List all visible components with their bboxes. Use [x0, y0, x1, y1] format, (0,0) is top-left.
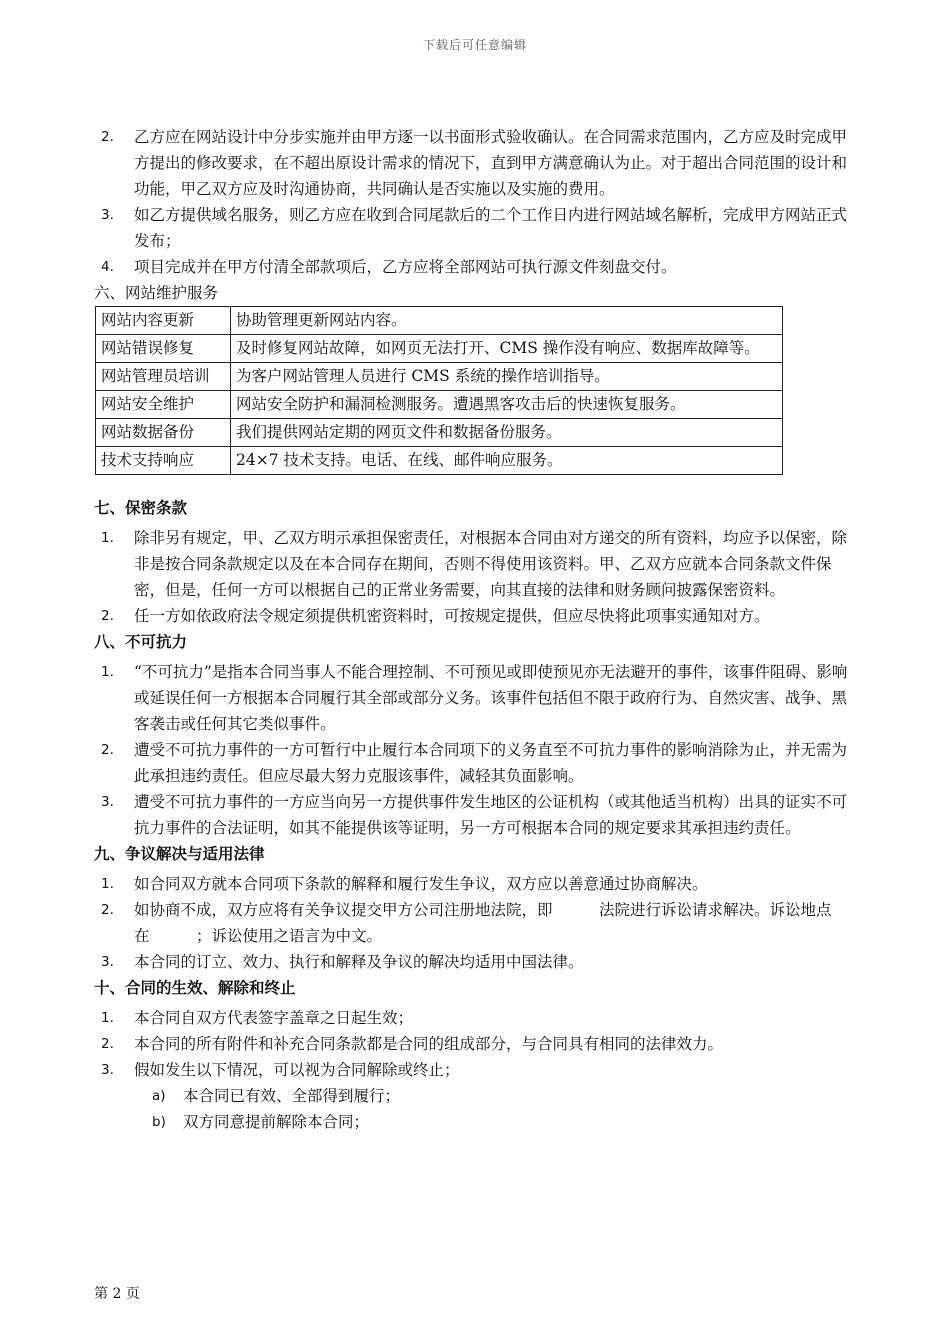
maintenance-services-table	[95, 306, 783, 475]
service-desc-cell: 协助管理更新网站内容。	[231, 307, 783, 335]
list-item	[94, 603, 856, 629]
table-row	[96, 447, 783, 475]
item-text: 本合同的所有附件和补充合同条款都是合同的组成部分，与合同具有相同的法律效力。	[134, 1035, 724, 1053]
item-number: 2.	[101, 902, 114, 918]
item-text: 如协商不成，双方应将有关争议提交甲方公司注册地法院，即 法院进行诉讼请求解决。诉讼地点在 ；诉讼使用之语言为中文。	[134, 901, 832, 945]
list-item	[94, 254, 856, 280]
list-item	[94, 1031, 856, 1057]
table-row	[96, 363, 783, 391]
item-number: 2.	[101, 742, 114, 758]
item-number: 1.	[101, 664, 114, 680]
section-title-force-majeure: 八、不可抗力	[94, 633, 188, 651]
list-item	[94, 949, 856, 975]
item-text: 除非另有规定，甲、乙双方明示承担保密责任，对根据本合同由对方递交的所有资料，均应予以保密，除非是按合同条款规定以及在本合同存在期间，否则不得使用该资料。甲、乙双方应就本合同条款文件保密，但是，任何一方可以根据自己的正常业务需要，向其直接的法律和财务顾问披露保密资料。	[134, 529, 848, 599]
item-number: 3.	[101, 954, 114, 970]
item-text: 遭受不可抗力事件的一方可暂行中止履行本合同项下的义务直至不可抗力事件的影响消除为止，并无需为此承担违约责任。但应尽最大努力克服该事件，减轻其负面影响。	[134, 741, 848, 785]
item-text: 本合同的订立、效力、执行和解释及争议的解决均适用中国法律。	[134, 953, 584, 971]
section-title-maintenance: 六、网站维护服务	[94, 284, 219, 302]
item-text: 遭受不可抗力事件的一方应当向另一方提供事件发生地区的公证机构（或其他适当机构）出具的证实不可抗力事件的合法证明，如其不能提供该等证明，另一方可根据本合同的规定要求其承担违约责任。	[134, 793, 848, 837]
service-name-cell: 网站错误修复	[96, 335, 231, 363]
table-row	[96, 335, 783, 363]
list-item	[94, 871, 856, 897]
list-item	[94, 202, 856, 254]
section-title-contract-termination: 十、合同的生效、解除和终止	[94, 979, 296, 997]
item-text: 任一方如依政府法令规定须提供机密资料时，可按规定提供，但应尽快将此项事实通知对方。	[134, 607, 770, 625]
section5-list	[94, 124, 856, 280]
item-number: 1.	[101, 1010, 114, 1026]
service-name-cell: 网站管理员培训	[96, 363, 231, 391]
item-text: “不可抗力”是指本合同当事人不能合理控制、不可预见或即使预见亦无法避开的事件，该事件阻碍、影响或延误任何一方根据本合同履行其全部或部分义务。该事件包括但不限于政府行为、自然灾害、战争、黑客袭击或任何其它类似事件。	[134, 663, 848, 733]
list-item	[94, 897, 856, 949]
item-text: 如合同双方就本合同项下条款的解释和履行发生争议，双方应以善意通过协商解决。	[134, 875, 708, 893]
item-text: 项目完成并在甲方付清全部款项后，乙方应将全部网站可执行源文件刻盘交付。	[134, 258, 677, 276]
item-number: 4.	[101, 259, 114, 275]
service-desc-cell: 我们提供网站定期的网页文件和数据备份服务。	[231, 419, 783, 447]
sub-item-label: a)	[152, 1088, 166, 1104]
item-number: 1.	[101, 876, 114, 892]
service-desc-cell: 网站安全防护和漏洞检测服务。遭遇黑客攻击后的快速恢复服务。	[231, 391, 783, 419]
sub-list-item	[94, 1109, 856, 1135]
list-item	[94, 1057, 856, 1083]
item-text: 乙方应在网站设计中分步实施并由甲方逐一以书面形式验收确认。在合同需求范围内，乙方应及时完成甲方提出的修改要求，在不超出原设计需求的情况下，直到甲方满意确认为止。对于超出合同范围的设计和功能，甲乙双方应及时沟通协商，共同确认是否实施以及实施的费用。	[134, 128, 848, 198]
item-text: 如乙方提供域名服务，则乙方应在收到合同尾款后的二个工作日内进行网站域名解析，完成甲方网站正式发布；	[134, 206, 848, 250]
service-name-cell: 技术支持响应	[96, 447, 231, 475]
list-item	[94, 789, 856, 841]
sub-item-text: 双方同意提前解除本合同；	[183, 1113, 370, 1131]
service-name-cell: 网站数据备份	[96, 419, 231, 447]
list-item	[94, 1005, 856, 1031]
service-desc-cell: 24×7 技术支持。电话、在线、邮件响应服务。	[231, 447, 783, 475]
table-row	[96, 419, 783, 447]
item-number: 2.	[101, 129, 114, 145]
item-number: 1.	[101, 530, 114, 546]
list-item	[94, 124, 856, 202]
item-text: 假如发生以下情况，可以视为合同解除或终止；	[134, 1061, 460, 1079]
sub-list-item	[94, 1083, 856, 1109]
list-item	[94, 737, 856, 789]
page-number: 第 2 页	[94, 1286, 140, 1302]
service-desc-cell: 为客户网站管理人员进行 CMS 系统的操作培训指导。	[231, 363, 783, 391]
service-name-cell: 网站安全维护	[96, 391, 231, 419]
list-item	[94, 659, 856, 737]
item-number: 3.	[101, 794, 114, 810]
table-row	[96, 307, 783, 335]
item-number: 3.	[101, 207, 114, 223]
sub-item-label: b)	[152, 1114, 166, 1130]
item-number: 2.	[101, 1036, 114, 1052]
table-row	[96, 391, 783, 419]
document-body	[94, 124, 856, 1135]
section-title-confidentiality: 七、保密条款	[94, 499, 188, 517]
list-item	[94, 525, 856, 603]
section-title-dispute-resolution: 九、争议解决与适用法律	[94, 845, 265, 863]
item-number: 3.	[101, 1062, 114, 1078]
item-text: 本合同自双方代表签字盖章之日起生效；	[134, 1009, 414, 1027]
service-desc-cell: 及时修复网站故障，如网页无法打开、CMS 操作没有响应、数据库故障等。	[231, 335, 783, 363]
item-number: 2.	[101, 608, 114, 624]
page-header: 下载后可任意编辑	[422, 38, 527, 52]
service-name-cell: 网站内容更新	[96, 307, 231, 335]
sub-item-text: 本合同已有效、全部得到履行；	[183, 1087, 401, 1105]
